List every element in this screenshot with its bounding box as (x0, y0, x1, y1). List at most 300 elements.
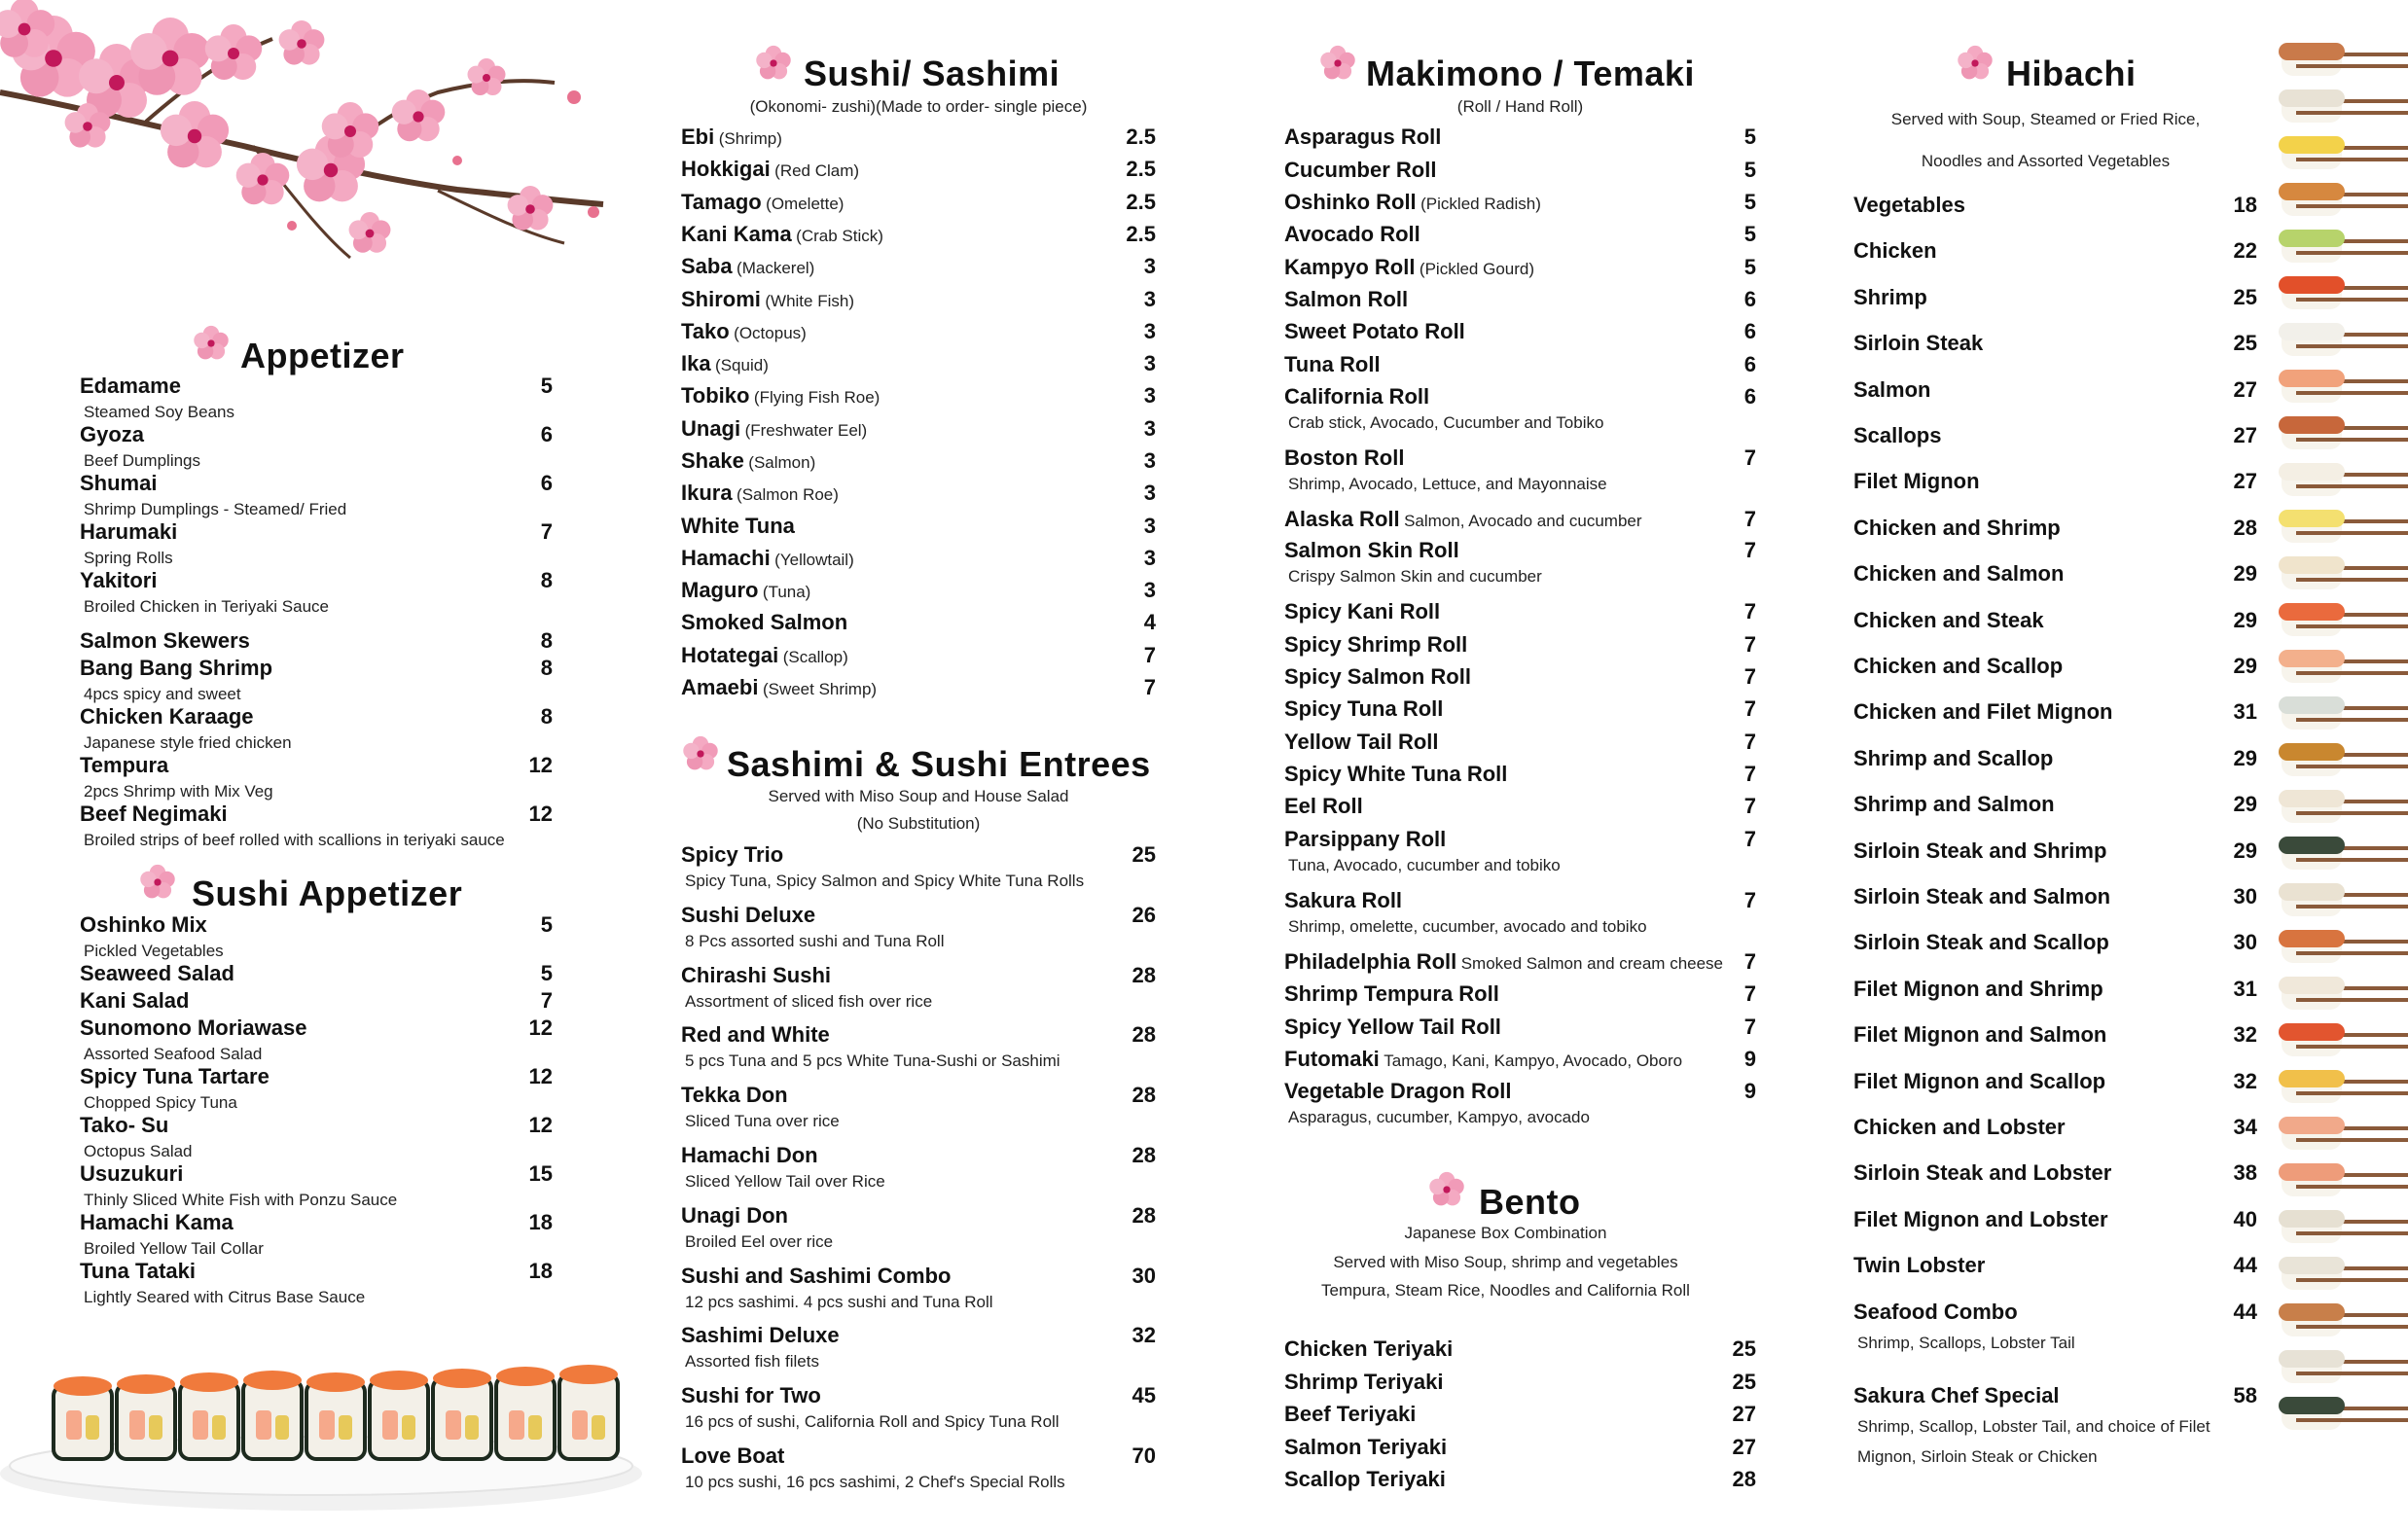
makimono-item-price: 5 (1743, 222, 1756, 246)
entree-item-name: Sushi and Sashimi Combo (681, 1264, 952, 1288)
appetizer-item (80, 628, 553, 654)
makimono-item (1284, 981, 1756, 1007)
sushi-piece (2279, 276, 2408, 309)
sushi-piece (2279, 1303, 2408, 1336)
bento-item-price: 25 (1732, 1336, 1756, 1361)
hibachi-item-name: Vegetables (1853, 193, 1965, 217)
hibachi-item-name: Chicken and Filet Mignon (1853, 699, 2113, 724)
entree-item (681, 842, 1156, 891)
bento-item-price: 28 (1732, 1467, 1756, 1491)
sushi-sashimi-item-name: Maguro (681, 578, 759, 602)
sushi-sashimi-item (681, 157, 1156, 182)
sushi-sashimi-item-name: Shake (681, 448, 744, 473)
entree-item-name: Hamachi Don (681, 1143, 818, 1167)
sushi-piece (2279, 1210, 2408, 1243)
cherry-blossom-icon (1956, 44, 1995, 83)
hibachi-subtitle-1: Served with Soup, Steamed or Fried Rice, (1890, 110, 2201, 128)
appetizer-item-description: 2pcs Shrimp with Mix Veg (84, 782, 273, 801)
entree-item-name: Sushi for Two (681, 1383, 821, 1407)
sushi-appetizer-item (80, 1064, 553, 1113)
appetizer-item-price: 8 (540, 568, 553, 592)
hibachi-item-price: 27 (2233, 469, 2257, 493)
hibachi-item-price: 32 (2233, 1022, 2257, 1047)
makimono-item-name: Sakura Roll (1284, 888, 1403, 912)
hibachi-item (1853, 792, 2257, 817)
entree-item (681, 1264, 1156, 1312)
makimono-item-name: Futomaki (1284, 1047, 1380, 1071)
sushi-sashimi-item-name: Hamachi (681, 546, 771, 570)
appetizer-item-name: Tempura (80, 753, 169, 777)
hibachi-item (1853, 561, 2257, 587)
makimono-item-price: 6 (1743, 287, 1756, 311)
sushi-piece (2279, 603, 2408, 636)
hibachi-item-price: 25 (2233, 331, 2257, 355)
sushi-appetizer-item-price: 18 (528, 1259, 553, 1283)
appetizer-item (80, 422, 553, 471)
bento-item (1284, 1336, 1756, 1362)
appetizer-item-description: Japanese style fried chicken (84, 733, 292, 752)
hibachi-item-price: 29 (2233, 746, 2257, 770)
sushi-piece (2279, 790, 2408, 823)
makimono-title: Makimono / Temaki (1366, 53, 1695, 93)
bento-item-price: 27 (1732, 1402, 1756, 1426)
makimono-item-name: Tuna Roll (1284, 352, 1381, 376)
makimono-item-name: Spicy White Tuna Roll (1284, 762, 1508, 786)
hibachi-item (1853, 193, 2257, 218)
makimono-item (1284, 190, 1756, 215)
sushi-sashimi-item-note: (Freshwater Eel) (744, 421, 868, 440)
entree-item-price: 28 (1132, 1203, 1156, 1228)
sushi-appetizer-item-price: 15 (528, 1161, 553, 1186)
entrees-subtitle-2: (No Substitution) (856, 814, 981, 833)
sushi-sashimi-title: Sushi/ Sashimi (804, 53, 1060, 93)
hibachi-item-price: 25 (2233, 285, 2257, 309)
appetizer-item (80, 519, 553, 568)
entree-item-price: 45 (1132, 1383, 1156, 1407)
entree-item (681, 1203, 1156, 1252)
hibachi-item-name: Sirloin Steak and Shrimp (1853, 838, 2107, 863)
hibachi-item (1853, 699, 2257, 725)
sushi-sashimi-item-note: (Sweet Shrimp) (762, 680, 878, 698)
entree-item (681, 1383, 1156, 1432)
sushi-appetizer-item-description: Pickled Vegetables (84, 942, 224, 960)
sushi-sashimi-item-price: 3 (1143, 448, 1156, 473)
entree-item-price: 70 (1132, 1443, 1156, 1468)
makimono-item-price: 5 (1743, 255, 1756, 279)
sushi-sashimi-item-price: 7 (1143, 643, 1156, 667)
sushi-appetizer-item (80, 912, 553, 961)
hibachi-item-description: Shrimp, Scallop, Lobster Tail, and choice of Filet Mignon, Sirloin Steak or Chicken (1857, 1417, 2210, 1466)
sushi-piece (2279, 837, 2408, 870)
hibachi-item (1853, 1069, 2257, 1094)
bento-item-name: Shrimp Teriyaki (1284, 1370, 1444, 1394)
bento-item (1284, 1402, 1756, 1427)
sushi-appetizer-item-name: Seaweed Salad (80, 961, 234, 985)
makimono-item-name: Alaska Roll (1284, 507, 1400, 531)
entrees-subtitle-1: Served with Miso Soup and House Salad (768, 787, 1069, 805)
makimono-item-name: Shrimp Tempura Roll (1284, 981, 1499, 1006)
makimono-item (1284, 319, 1756, 344)
hibachi-item-name: Sirloin Steak and Salmon (1853, 884, 2111, 909)
bento-item (1284, 1467, 1756, 1492)
makimono-item (1284, 445, 1756, 494)
sushi-appetizer-item-price: 12 (528, 1113, 553, 1137)
makimono-item-note: Smoked Salmon and cream cheese (1460, 954, 1724, 973)
entree-item (681, 903, 1156, 951)
makimono-item-price: 7 (1743, 632, 1756, 657)
entree-item-description: 5 pcs Tuna and 5 pcs White Tuna-Sushi or Sashimi (685, 1051, 1060, 1070)
bento-subtitle-2: Served with Miso Soup, shrimp and vegetables (1333, 1253, 1678, 1271)
appetizer-item-description: Shrimp Dumplings - Steamed/ Fried (84, 500, 347, 518)
sushi-sashimi-item-price: 3 (1143, 351, 1156, 375)
entree-item-name: Sashimi Deluxe (681, 1323, 840, 1347)
entree-item (681, 1143, 1156, 1192)
sushi-appetizer-item-description: Lightly Seared with Citrus Base Sauce (84, 1288, 366, 1306)
makimono-item (1284, 352, 1756, 377)
entree-item-description: Assorted fish filets (685, 1352, 819, 1371)
hibachi-item-price: 31 (2233, 977, 2257, 1001)
sushi-appetizer-title: Sushi Appetizer (192, 873, 463, 913)
makimono-item-name: Cucumber Roll (1284, 158, 1437, 182)
sushi-sashimi-item-name: Unagi (681, 416, 741, 441)
sushi-appetizer-item-name: Sunomono Moriawase (80, 1015, 307, 1040)
hibachi-item (1853, 838, 2257, 864)
entree-item-description: Sliced Tuna over rice (685, 1112, 840, 1130)
hibachi-item-name: Sakura Chef Special (1853, 1383, 2060, 1407)
sushi-appetizer-item-name: Tuna Tataki (80, 1259, 196, 1283)
entree-item-price: 30 (1132, 1264, 1156, 1288)
appetizer-item-name: Yakitori (80, 568, 158, 592)
sushi-sashimi-item (681, 190, 1156, 215)
hibachi-item-name: Scallops (1853, 423, 1942, 447)
sushi-appetizer-item-description: Octopus Salad (84, 1142, 193, 1160)
hibachi-item-name: Chicken (1853, 238, 1937, 263)
sushi-sashimi-item-price: 3 (1143, 383, 1156, 408)
entree-item-description: 16 pcs of sushi, California Roll and Spicy Tuna Roll (685, 1412, 1060, 1431)
makimono-item-note: (Pickled Radish) (1420, 195, 1541, 213)
sushi-sashimi-item (681, 351, 1156, 376)
sushi-appetizer-item-price: 12 (528, 1064, 553, 1088)
sushi-sashimi-item-price: 3 (1143, 481, 1156, 505)
sushi-appetizer-item (80, 1210, 553, 1259)
hibachi-item (1853, 1253, 2257, 1278)
sushi-sashimi-item-price: 2.5 (1126, 157, 1156, 181)
makimono-item-name: Sweet Potato Roll (1284, 319, 1465, 343)
hibachi-item-name: Chicken and Lobster (1853, 1115, 2066, 1139)
appetizer-item-price: 6 (540, 471, 553, 495)
sushi-sashimi-item (681, 514, 1156, 539)
sushi-sashimi-item-note: (Yellowtail) (774, 551, 854, 569)
appetizer-item-price: 12 (528, 802, 553, 826)
entree-item-price: 25 (1132, 842, 1156, 867)
appetizer-item (80, 374, 553, 422)
sushi-sashimi-item-note: (Shrimp) (718, 129, 782, 148)
hibachi-item (1853, 516, 2257, 541)
hibachi-item-price: 34 (2233, 1115, 2257, 1139)
sushi-appetizer-item-name: Kani Salad (80, 988, 190, 1013)
sushi-sashimi-item-name: Amaebi (681, 675, 759, 699)
hibachi-item-name: Shrimp and Scallop (1853, 746, 2054, 770)
sushi-sashimi-item-price: 2.5 (1126, 190, 1156, 214)
hibachi-item (1853, 469, 2257, 494)
appetizer-item-price: 7 (540, 519, 553, 544)
sushi-sashimi-item-note: (Crab Stick) (796, 227, 883, 245)
hibachi-item-price: 29 (2233, 654, 2257, 678)
hibachi-item-price: 29 (2233, 838, 2257, 863)
makimono-item-price: 5 (1743, 158, 1756, 182)
sushi-piece (2279, 1163, 2408, 1196)
hibachi-item (1853, 377, 2257, 403)
sushi-appetizer-item-name: Hamachi Kama (80, 1210, 234, 1234)
hibachi-item-name: Sirloin Steak and Lobster (1853, 1160, 2112, 1185)
makimono-item-price: 7 (1743, 762, 1756, 786)
appetizer-item-price: 8 (540, 704, 553, 729)
sushi-appetizer-item-description: Broiled Yellow Tail Collar (84, 1239, 264, 1258)
sushi-sashimi-item-note: (Octopus) (734, 324, 807, 342)
makimono-item-name: California Roll (1284, 384, 1430, 409)
hibachi-item-price: 38 (2233, 1160, 2257, 1185)
cherry-blossom-icon (192, 324, 231, 363)
entree-item-description: 12 pcs sashimi. 4 pcs sushi and Tuna Roll (685, 1293, 993, 1311)
appetizer-item-price: 6 (540, 422, 553, 446)
appetizer-item-name: Chicken Karaage (80, 704, 254, 729)
appetizer-item-name: Gyoza (80, 422, 145, 446)
entree-item-price: 28 (1132, 1022, 1156, 1047)
sushi-appetizer-item-price: 7 (540, 988, 553, 1013)
hibachi-item-name: Shrimp (1853, 285, 1927, 309)
sushi-sashimi-item (681, 222, 1156, 247)
hibachi-item-name: Chicken and Steak (1853, 608, 2044, 632)
makimono-item-description: Crab stick, Avocado, Cucumber and Tobiko (1288, 413, 1604, 432)
sushi-sashimi-item-name: Tamago (681, 190, 762, 214)
entree-item (681, 1083, 1156, 1131)
sushi-sashimi-item (681, 319, 1156, 344)
hibachi-item (1853, 285, 2257, 310)
makimono-item-price: 6 (1743, 384, 1756, 409)
bento-title: Bento (1479, 1182, 1581, 1222)
hibachi-subtitle-2: Noodles and Assorted Vegetables (1921, 152, 2171, 170)
appetizer-item-price: 8 (540, 656, 553, 680)
appetizer-item-name: Salmon Skewers (80, 628, 250, 653)
sushi-appetizer-item (80, 1113, 553, 1161)
sushi-sashimi-item (681, 610, 1156, 635)
sushi-sashimi-item-note: (White Fish) (765, 292, 854, 310)
sushi-appetizer-item-description: Assorted Seafood Salad (84, 1045, 263, 1063)
makimono-item (1284, 664, 1756, 690)
sushi-sashimi-item-note: (Squid) (715, 356, 769, 374)
hibachi-item-name: Filet Mignon (1853, 469, 1980, 493)
makimono-item-name: Avocado Roll (1284, 222, 1420, 246)
sushi-sashimi-item-name: Saba (681, 254, 733, 278)
sushi-sashimi-item-price: 3 (1143, 319, 1156, 343)
cherry-blossom-icon (1427, 1170, 1466, 1209)
entree-item-description: Sliced Yellow Tail over Rice (685, 1172, 885, 1191)
sushi-sashimi-item (681, 383, 1156, 409)
cherry-blossom-icon (754, 44, 793, 83)
bento-item-price: 25 (1732, 1370, 1756, 1394)
sushi-piece (2279, 977, 2408, 1010)
cherry-blossom-icon (681, 734, 720, 773)
hibachi-item-price: 30 (2233, 930, 2257, 954)
sushi-piece (2279, 230, 2408, 263)
makimono-subtitle: (Roll / Hand Roll) (1456, 97, 1584, 116)
appetizer-item-description: Spring Rolls (84, 549, 173, 567)
sushi-appetizer-item-price: 12 (528, 1015, 553, 1040)
hibachi-item-name: Sirloin Steak (1853, 331, 1984, 355)
sushi-sashimi-item (681, 643, 1156, 668)
sushi-sashimi-item-name: Smoked Salmon (681, 610, 848, 634)
makimono-item-price: 7 (1743, 599, 1756, 623)
makimono-item-price: 6 (1743, 319, 1756, 343)
hibachi-item-price: 29 (2233, 792, 2257, 816)
makimono-item-price: 7 (1743, 507, 1756, 531)
entree-item-name: Tekka Don (681, 1083, 788, 1107)
sushi-sashimi-item-price: 3 (1143, 514, 1156, 538)
sushi-sashimi-item-name: Kani Kama (681, 222, 792, 246)
makimono-item-description: Shrimp, Avocado, Lettuce, and Mayonnaise (1288, 475, 1607, 493)
sushi-sashimi-item-price: 3 (1143, 578, 1156, 602)
entree-item-name: Unagi Don (681, 1203, 788, 1228)
sushi-sashimi-item-note: (Mackerel) (737, 259, 815, 277)
column-4 (1853, 0, 2257, 1532)
makimono-item-price: 7 (1743, 981, 1756, 1006)
sushi-sashimi-item-price: 3 (1143, 287, 1156, 311)
sushi-sashimi-item-name: Ika (681, 351, 711, 375)
sushi-sashimi-item-price: 3 (1143, 416, 1156, 441)
hibachi-item-name: Filet Mignon and Scallop (1853, 1069, 2106, 1093)
hibachi-item-name: Twin Lobster (1853, 1253, 1986, 1277)
makimono-item-name: Spicy Shrimp Roll (1284, 632, 1468, 657)
hibachi-item-name: Chicken and Scallop (1853, 654, 2064, 678)
sushi-piece (2279, 556, 2408, 589)
entree-item-price: 32 (1132, 1323, 1156, 1347)
makimono-item-name: Parsippany Roll (1284, 827, 1447, 851)
sushi-piece (2279, 136, 2408, 169)
appetizer-item-price: 5 (540, 374, 553, 398)
bento-item (1284, 1435, 1756, 1460)
bento-item-name: Scallop Teriyaki (1284, 1467, 1446, 1491)
makimono-item (1284, 222, 1756, 247)
makimono-item-price: 9 (1743, 1047, 1756, 1071)
makimono-item-description: Shrimp, omelette, cucumber, avocado and tobiko (1288, 917, 1647, 936)
makimono-item (1284, 632, 1756, 658)
hibachi-item-price: 31 (2233, 699, 2257, 724)
sushi-sashimi-item-price: 2.5 (1126, 125, 1156, 149)
hibachi-item-name: Salmon (1853, 377, 1931, 402)
sushi-sashimi-item-note: (Salmon Roe) (737, 485, 839, 504)
sushi-appetizer-item-description: Chopped Spicy Tuna (84, 1093, 237, 1112)
makimono-item-note: (Pickled Gourd) (1419, 260, 1535, 278)
sushi-piece (2279, 463, 2408, 496)
hibachi-item (1853, 746, 2257, 771)
sushi-appetizer-item-description: Thinly Sliced White Fish with Ponzu Sauce (84, 1191, 398, 1209)
sushi-piece (2279, 323, 2408, 356)
sushi-piece (2279, 43, 2408, 76)
makimono-item-description: Asparagus, cucumber, Kampyo, avocado (1288, 1108, 1590, 1126)
sushi-sashimi-item-name: Hotategai (681, 643, 779, 667)
makimono-item (1284, 949, 1756, 975)
sushi-piece (2279, 930, 2408, 963)
hibachi-title: Hibachi (2006, 53, 2137, 93)
sushi-piece (2279, 1397, 2408, 1430)
makimono-item-price: 7 (1743, 827, 1756, 851)
hibachi-item (1853, 977, 2257, 1002)
bento-item-name: Chicken Teriyaki (1284, 1336, 1454, 1361)
appetizer-item (80, 753, 553, 802)
sushi-appetizer-item (80, 1259, 553, 1307)
sushi-piece (2279, 696, 2408, 730)
appetizer-item-description: Broiled Chicken in Teriyaki Sauce (84, 597, 329, 616)
hibachi-item-price: 18 (2233, 193, 2257, 217)
sushi-sashimi-item (681, 416, 1156, 442)
sushi-piece (2279, 1257, 2408, 1290)
entree-item (681, 1022, 1156, 1071)
sushi-piece (2279, 650, 2408, 683)
makimono-item-description: Crispy Salmon Skin and cucumber (1288, 567, 1542, 586)
makimono-item (1284, 287, 1756, 312)
column-1 (80, 0, 553, 1532)
appetizer-item-description: Beef Dumplings (84, 451, 201, 470)
sushi-appetizer-item-price: 5 (540, 961, 553, 985)
sushi-sashimi-item-name: Hokkigai (681, 157, 771, 181)
bento-item-name: Beef Teriyaki (1284, 1402, 1417, 1426)
sushi-sashimi-subtitle: (Okonomi- zushi)(Made to order- single piece) (749, 97, 1088, 116)
hibachi-item-name: Filet Mignon and Lobster (1853, 1207, 2108, 1231)
sushi-sashimi-item (681, 448, 1156, 474)
sushi-appetizer-item (80, 1015, 553, 1064)
hibachi-item-price: 32 (2233, 1069, 2257, 1093)
makimono-item-name: Vegetable Dragon Roll (1284, 1079, 1512, 1103)
makimono-item-price: 7 (1743, 794, 1756, 818)
hibachi-item-price: 27 (2233, 377, 2257, 402)
makimono-item (1284, 794, 1756, 819)
entree-item-name: Spicy Trio (681, 842, 784, 867)
sushi-sashimi-item-note: (Tuna) (762, 583, 811, 601)
hibachi-item (1853, 1207, 2257, 1232)
entree-item-description: Broiled Eel over rice (685, 1232, 834, 1251)
makimono-item-name: Eel Roll (1284, 794, 1363, 818)
sushi-sashimi-item (681, 481, 1156, 506)
hibachi-item (1853, 1300, 2257, 1359)
entree-item-price: 28 (1132, 1143, 1156, 1167)
sushi-sashimi-item-note: (Scallop) (782, 648, 848, 666)
makimono-item (1284, 827, 1756, 875)
appetizer-item-name: Beef Negimaki (80, 802, 228, 826)
hibachi-item-name: Filet Mignon and Salmon (1853, 1022, 2107, 1047)
hibachi-item-price: 28 (2233, 516, 2257, 540)
hibachi-item-price: 29 (2233, 561, 2257, 586)
makimono-item-price: 7 (1743, 888, 1756, 912)
bento-subtitle-1: Japanese Box Combination (1404, 1224, 1607, 1242)
entree-item-name: Sushi Deluxe (681, 903, 816, 927)
appetizer-item (80, 568, 553, 617)
makimono-item-note: Tamago, Kani, Kampyo, Avocado, Oboro (1384, 1051, 1683, 1070)
makimono-item (1284, 599, 1756, 624)
sushi-piece (2279, 416, 2408, 449)
sushi-sashimi-item (681, 546, 1156, 571)
sushi-sashimi-item-note: (Flying Fish Roe) (753, 388, 881, 407)
hibachi-item (1853, 654, 2257, 679)
hibachi-item (1853, 423, 2257, 448)
makimono-item-price: 5 (1743, 190, 1756, 214)
makimono-item-price: 5 (1743, 125, 1756, 149)
makimono-item (1284, 1079, 1756, 1127)
appetizer-item (80, 656, 553, 704)
makimono-item-description: Tuna, Avocado, cucumber and tobiko (1288, 856, 1561, 874)
makimono-item-name: Spicy Yellow Tail Roll (1284, 1015, 1501, 1039)
entrees-title: Sashimi & Sushi Entrees (727, 744, 1151, 784)
makimono-item-price: 7 (1743, 730, 1756, 754)
